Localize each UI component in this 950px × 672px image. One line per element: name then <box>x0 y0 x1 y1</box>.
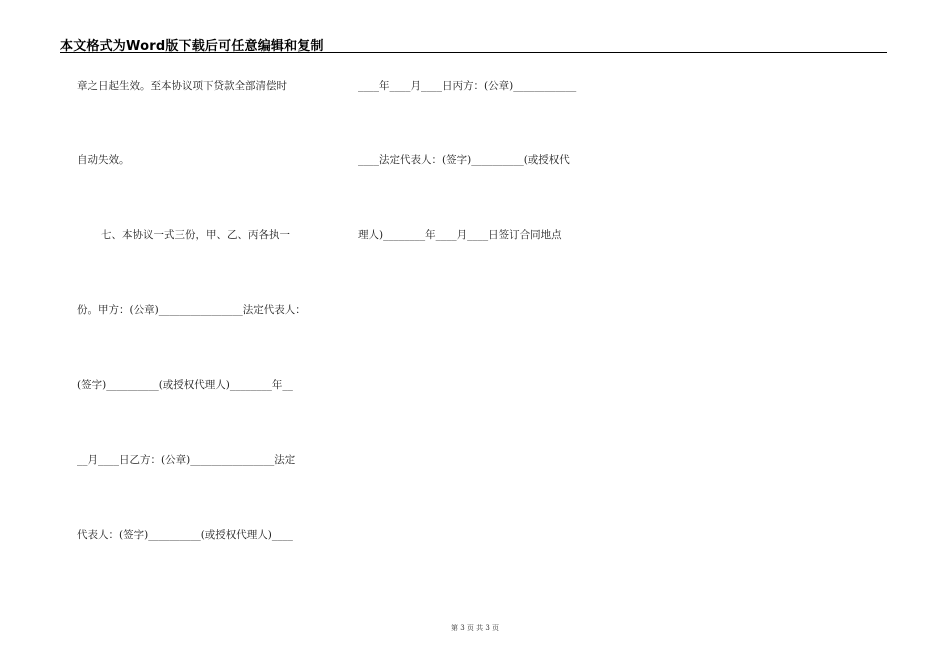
left-line-4: 份。甲方：(公章)________________法定代表人： <box>77 304 306 316</box>
right-line-1: ____年____月____日丙方：(公章)____________ <box>358 80 577 92</box>
left-line-1: 章之日起生效。至本协议项下贷款全部清偿时 <box>77 80 287 92</box>
left-line-6: __月____日乙方：(公章)________________法定 <box>77 454 296 466</box>
page-number: 第 3 页 共 3 页 <box>450 624 500 632</box>
header-divider <box>60 52 887 53</box>
left-line-3: 七、本协议一式三份，甲、乙、丙各执一 <box>101 229 290 241</box>
left-line-5: (签字)__________(或授权代理人)________年__ <box>77 379 293 391</box>
left-line-7: 代表人：(签字)__________(或授权代理人)____ <box>77 529 293 541</box>
right-line-3: 理人)________年____月____日签订合同地点 <box>358 229 562 241</box>
left-line-2: 自动失效。 <box>77 154 130 166</box>
right-line-2: ____法定代表人：(签字)__________(或授权代 <box>358 154 570 166</box>
header-title: 本文格式为Word版下载后可任意编辑和复制 <box>60 39 324 54</box>
